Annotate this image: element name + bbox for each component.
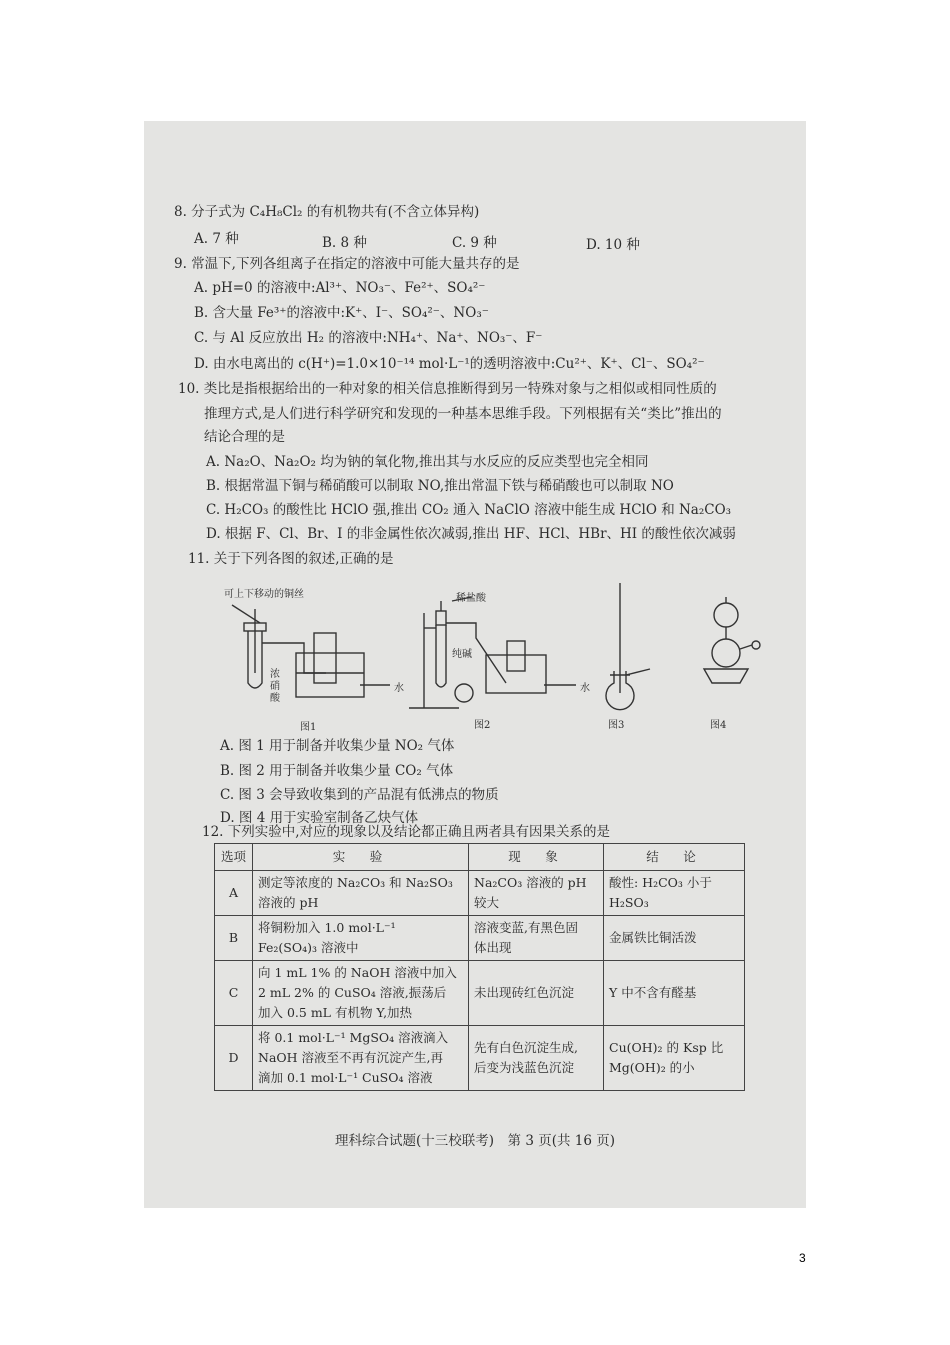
q11-option-a: A. 图 1 用于制备并收集少量 NO₂ 气体	[220, 738, 455, 754]
q8-option-a: A. 7 种	[194, 231, 239, 247]
cell-line: 较大	[474, 895, 500, 910]
q10-option-b: B. 根据常温下铜与稀硝酸可以制取 NO,推出常温下铁与稀硝酸也可以制取 NO	[206, 478, 674, 494]
cell-line: 未出现砖红色沉淀	[474, 985, 575, 1000]
header-phenomenon: 现 象	[469, 844, 604, 871]
q9-option-b: B. 含大量 Fe³⁺的溶液中:K⁺、I⁻、SO₄²⁻、NO₃⁻	[194, 305, 489, 321]
cell-line: 加入 0.5 mL 有机物 Y,加热	[258, 1005, 413, 1020]
q8-option-c: C. 9 种	[452, 235, 497, 251]
table-row	[215, 1026, 745, 1091]
label-fig-4: 图4	[710, 720, 727, 731]
cell-line: 溶液变蓝,有黑色固	[474, 920, 578, 935]
cell-line: 2 mL 2% 的 CuSO₄ 溶液,振荡后	[258, 985, 447, 1000]
cell-line: Fe₂(SO₄)₃ 溶液中	[258, 940, 359, 955]
label-soda: 纯碱	[452, 649, 472, 660]
row-conclusion	[604, 916, 745, 961]
question-8-stem: 8. 分子式为 C₄H₈Cl₂ 的有机物共有(不含立体异构)	[174, 204, 480, 220]
row-option: B	[215, 916, 253, 961]
row-phenomenon	[469, 871, 604, 916]
cell-line: H₂SO₃	[609, 895, 649, 910]
experiment-table	[214, 843, 745, 1091]
row-option: C	[215, 961, 253, 1026]
q11-option-b: B. 图 2 用于制备并收集少量 CO₂ 气体	[220, 763, 454, 779]
cell-line: Y 中不含有醛基	[609, 985, 697, 1000]
cell-line: 后变为浅蓝色沉淀	[474, 1060, 575, 1075]
apparatus-drawing	[204, 583, 774, 733]
row-option: D	[215, 1026, 253, 1091]
page-number: 3	[799, 1251, 806, 1265]
label-fig-2: 图2	[474, 720, 491, 731]
q9-option-d: D. 由水电离出的 c(H⁺)=1.0×10⁻¹⁴ mol·L⁻¹的透明溶液中:Cu²⁺、K⁺、Cl⁻、SO₄²⁻	[194, 356, 705, 372]
label-fig-1: 图1	[300, 722, 317, 733]
row-experiment	[253, 1026, 469, 1091]
header-experiment: 实 验	[253, 844, 469, 871]
cell-line: 溶液的 pH	[258, 895, 319, 910]
row-phenomenon	[469, 961, 604, 1026]
table-row	[215, 871, 745, 916]
cell-line: 滴加 0.1 mol·L⁻¹ CuSO₄ 溶液	[258, 1070, 433, 1085]
cell-line: NaOH 溶液至不再有沉淀产生,再	[258, 1050, 443, 1065]
label-water-1: 水	[394, 683, 404, 694]
cell-line: 体出现	[474, 940, 512, 955]
header-option: 选项	[215, 844, 253, 871]
apparatus-figures	[204, 583, 774, 733]
cell-line: 向 1 mL 1% 的 NaOH 溶液中加入	[258, 965, 457, 980]
cell-line: 将铜粉加入 1.0 mol·L⁻¹	[258, 920, 396, 935]
row-phenomenon	[469, 916, 604, 961]
cell-line: 将 0.1 mol·L⁻¹ MgSO₄ 溶液滴入	[258, 1030, 449, 1045]
cell-line: 金属铁比铜活泼	[609, 930, 697, 945]
label-copper-wire: 可上下移动的铜丝	[224, 589, 304, 600]
cell-line: Mg(OH)₂ 的小	[609, 1060, 695, 1075]
row-conclusion	[604, 961, 745, 1026]
question-10-stem-line-2: 推理方式,是人们进行科学研究和发现的一种基本思维手段。下列根据有关“类比”推出的	[204, 406, 722, 422]
row-experiment	[253, 961, 469, 1026]
table-header-row	[215, 844, 745, 871]
q10-option-c: C. H₂CO₃ 的酸性比 HClO 强,推出 CO₂ 通入 NaClO 溶液中能生成 HClO 和 Na₂CO₃	[206, 502, 732, 518]
label-fig-3: 图3	[608, 720, 625, 731]
question-9-stem: 9. 常温下,下列各组离子在指定的溶液中可能大量共存的是	[174, 256, 520, 272]
q10-option-d: D. 根据 F、Cl、Br、I 的非金属性依次减弱,推出 HF、HCl、HBr、HI 的酸性依次减弱	[206, 526, 736, 542]
question-11-stem: 11. 关于下列各图的叙述,正确的是	[188, 551, 394, 567]
q11-option-c: C. 图 3 会导致收集到的产品混有低沸点的物质	[220, 787, 499, 803]
row-option: A	[215, 871, 253, 916]
q11-option-d: D. 图 4 用于实验室制备乙炔气体	[220, 810, 419, 826]
table-row	[215, 916, 745, 961]
cell-line: 先有白色沉淀生成,	[474, 1040, 578, 1055]
cell-line: 测定等浓度的 Na₂CO₃ 和 Na₂SO₃	[258, 875, 453, 890]
q8-option-b: B. 8 种	[322, 235, 367, 251]
header-conclusion: 结 论	[604, 844, 745, 871]
cell-line: Cu(OH)₂ 的 Ksp 比	[609, 1040, 724, 1055]
scanned-page-photo	[144, 121, 806, 1208]
row-experiment	[253, 916, 469, 961]
label-conc-nitric-acid: 浓硝酸	[270, 669, 280, 704]
row-experiment	[253, 871, 469, 916]
q9-option-a: A. pH=0 的溶液中:Al³⁺、NO₃⁻、Fe²⁺、SO₄²⁻	[194, 280, 486, 296]
label-dilute-hcl: 稀盐酸	[456, 593, 486, 604]
cell-line: Na₂CO₃ 溶液的 pH	[474, 875, 587, 890]
q10-option-a: A. Na₂O、Na₂O₂ 均为钠的氧化物,推出其与水反应的反应类型也完全相同	[206, 454, 649, 470]
page-footer: 理科综合试题(十三校联考) 第 3 页(共 16 页)	[335, 1133, 615, 1149]
question-10-stem-line-3: 结论合理的是	[204, 429, 285, 445]
question-12-stem: 12. 下列实验中,对应的现象以及结论都正确且两者具有因果关系的是	[202, 824, 611, 840]
cell-line: 酸性: H₂CO₃ 小于	[609, 875, 712, 890]
q8-option-d: D. 10 种	[586, 237, 640, 253]
label-water-2: 水	[580, 683, 590, 694]
q9-option-c: C. 与 Al 反应放出 H₂ 的溶液中:NH₄⁺、Na⁺、NO₃⁻、F⁻	[194, 330, 543, 346]
row-conclusion	[604, 871, 745, 916]
table-row	[215, 961, 745, 1026]
row-conclusion	[604, 1026, 745, 1091]
question-10-stem-line-1: 10. 类比是指根据给出的一种对象的相关信息推断得到另一特殊对象与之相似或相同性质的	[178, 381, 717, 397]
row-phenomenon	[469, 1026, 604, 1091]
